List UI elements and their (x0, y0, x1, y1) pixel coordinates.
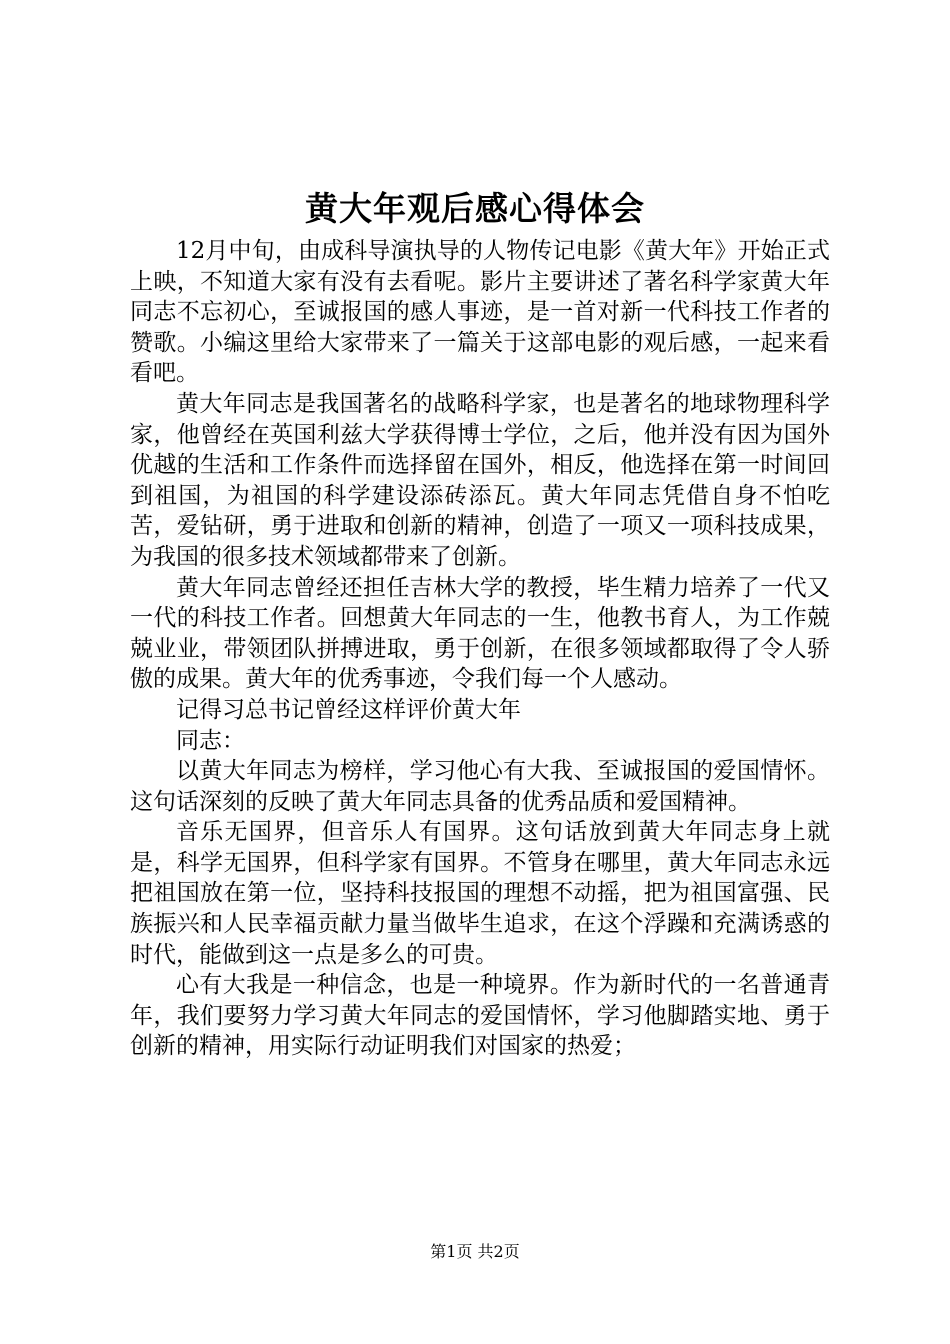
paragraph-biography: 黄大年同志是我国著名的战略科学家，也是著名的地球物理科学家，他曾经在英国利兹大学获得博士学位，之后，他并没有因为国外优越的生活和工作条件而选择留在国外，相反，他选择在第一时间回到祖国，为祖国的科学建设添砖添瓦。黄大年同志凭借自身不怕吃苦，爱钻研，勇于进取和创新的精神，创造了一项又一项科技成果，为我国的很多技术领域都带来了创新。 (130, 390, 830, 570)
page-indicator: 第1页 共2页 (430, 1242, 520, 1261)
document-body (130, 236, 830, 1062)
paragraph-quote-lead-continued: 同志： (176, 727, 245, 754)
paragraph-teaching: 黄大年同志曾经还担任吉林大学的教授，毕生精力培养了一代又一代的科技工作者。回想黄大年同志的一生，他教书育人，为工作兢兢业业，带领团队拼搏进取，勇于创新，在很多领域都取得了令人骄傲的成果。黄大年的优秀事迹，令我们每一个人感动。 (130, 574, 830, 693)
paragraph-intro: 12月中旬，由成科导演执导的人物传记电影《黄大年》开始正式上映，不知道大家有没有去看呢。影片主要讲述了著名科学家黄大年同志不忘初心，至诚报国的感人事迹，是一首对新一代科技工作者的赞歌。小编这里给大家带来了一篇关于这部电影的观后感，一起来看看吧。 (130, 238, 830, 387)
document-title: 黄大年观后感心得体会 (305, 189, 645, 228)
paragraph-quote: 以黄大年同志为榜样，学习他心有大我、至诚报国的爱国情怀。这句话深刻的反映了黄大年同志具备的优秀品质和爱国精神。 (130, 758, 830, 815)
paragraph-patriotism: 音乐无国界，但音乐人有国界。这句话放到黄大年同志身上就是，科学无国界，但科学家有国界。不管身在哪里，黄大年同志永远把祖国放在第一位，坚持科技报国的理想不动摇，把为祖国富强、民族振兴和人民幸福贡献力量当做毕生追求，在这个浮躁和充满诱惑的时代，能做到这一点是多么的可贵。 (130, 819, 830, 968)
paragraph-quote-lead: 记得习总书记曾经这样评价黄大年 (176, 696, 521, 723)
paragraph-conclusion: 心有大我是一种信念，也是一种境界。作为新时代的一名普通青年，我们要努力学习黄大年同志的爱国情怀，学习他脚踏实地、勇于创新的精神，用实际行动证明我们对国家的热爱； (130, 972, 830, 1060)
